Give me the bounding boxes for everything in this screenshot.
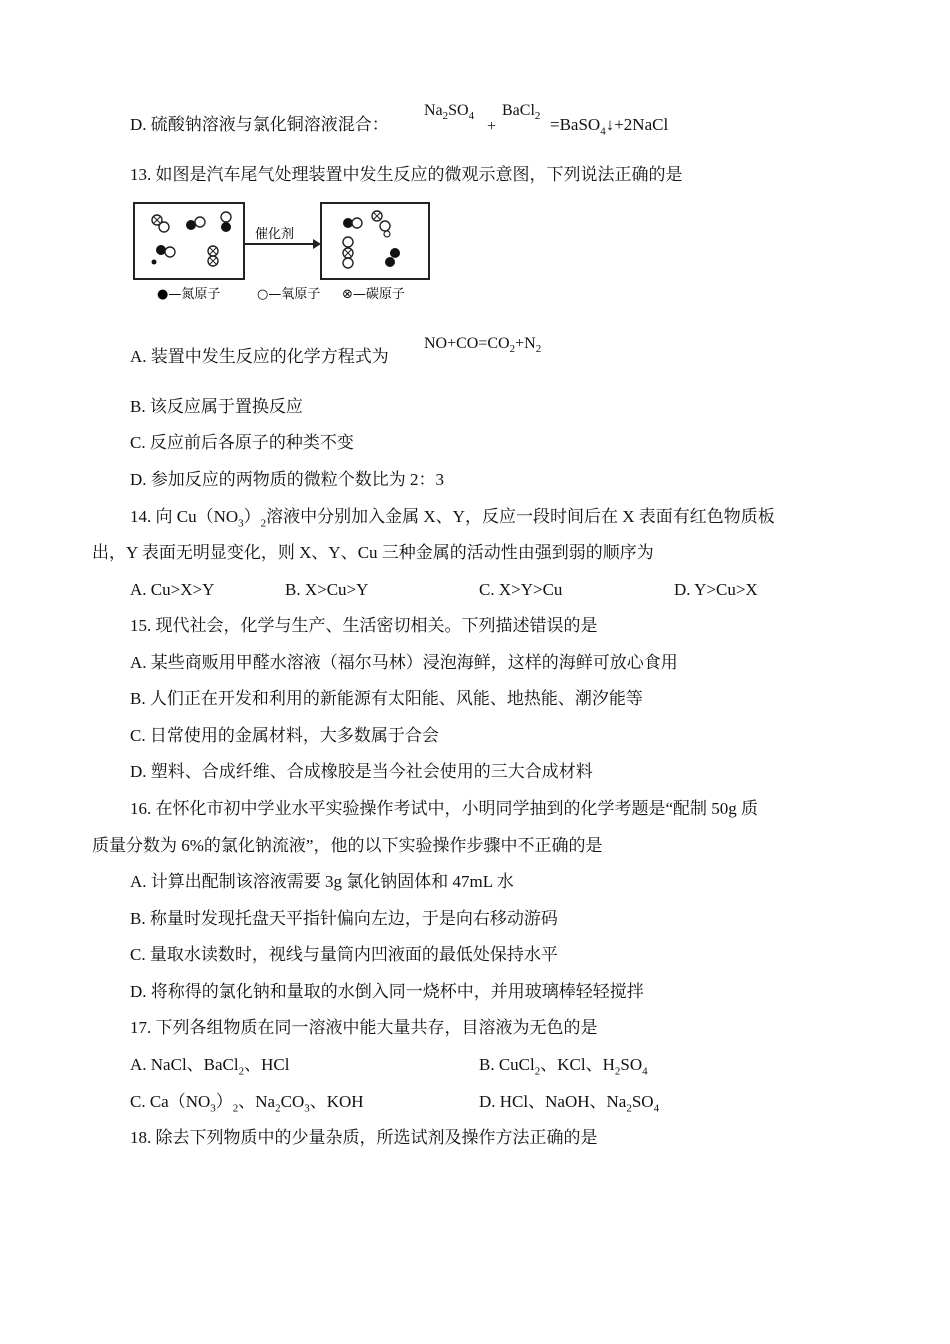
q15-stem: 15. 现代社会，化学与生产、生活密切相关。下列描述错误的是 — [130, 616, 598, 635]
q13-option-c: C. 反应前后各原子的种类不变 — [130, 433, 354, 452]
q14-option-d: D. Y>Cu>X — [674, 580, 758, 599]
q16-stem-line2: 质量分数为 6%的氯化钠流液”，他的以下实验操作步骤中不正确的是 — [92, 836, 603, 855]
q17-stem: 17. 下列各组物质在同一溶液中能大量共存，目溶液为无色的是 — [130, 1018, 598, 1037]
catalyst-label: 催化剂 — [255, 227, 295, 242]
arrow-head-icon — [313, 239, 321, 249]
q14-option-b: B. X>Cu>Y — [285, 580, 369, 599]
q16-option-b: B. 称量时发现托盘天平指针偏向左边，于是向右移动游码 — [130, 909, 558, 928]
legend-carbon: ⊗—碳原子 — [342, 287, 405, 302]
q13-option-a: A. 装置中发生反应的化学方程式为 — [130, 347, 389, 366]
q17-option-c: C. $Ca(NO_3)_2$、$Na_2CO_3$、KOH — [130, 1092, 364, 1115]
q16-option-d: D. 将称得的氯化钠和量取的水倒入同一烧杯中，并用玻璃棒轻轻搅拌 — [130, 982, 644, 1001]
q16-option-c: C. 量取水读数时，视线与量筒内凹液面的最低处保持水平 — [130, 945, 558, 964]
q14-option-a: A. Cu>X>Y — [130, 580, 215, 599]
q18-stem: 18. 除去下列物质中的少量杂质，所选试剂及操作方法正确的是 — [130, 1128, 598, 1147]
q14-stem-line1: 14. 向 $Cu(NO_3)_2$溶液中分别加入金属 X、Y，反应一段时间后在 X 表面有红色物质板 — [130, 507, 775, 530]
q17-option-d: D. HCl、NaOH、$Na_2SO_4$ — [479, 1092, 660, 1115]
q13-option-b: B. 该反应属于置换反应 — [130, 397, 303, 416]
q16-option-a: A. 计算出配制该溶液需要 3g 氯化钠固体和 47mL 水 — [130, 872, 514, 891]
q15-option-a: A. 某些商贩用甲醛水溶液（福尔马林）浸泡海鲜，这样的海鲜可放心食用 — [130, 653, 678, 672]
q14-stem-line2: 出，Y 表面无明显变化，则 X、Y、Cu 三种金属的活动性由强到弱的顺序为 — [92, 543, 654, 562]
q17-option-b: B. CuCl$_2$、KCl、$H_2SO_4$ — [479, 1055, 648, 1078]
q17-option-a: A. NaCl、BaCl$_2$、HCl — [130, 1055, 290, 1078]
q12-equation-bacl: BaCl$_2$ — [502, 102, 541, 123]
q13-option-a-equation: $NO+CO=CO_2+N_2$ — [424, 335, 542, 356]
q12-equation-right: =BaSO$_4$↓+2NaCl — [550, 115, 669, 138]
q15-option-b: B. 人们正在开发和利用的新能源有太阳能、风能、地热能、潮汐能等 — [130, 689, 643, 708]
legend-nitrogen: ●—氮原子 — [157, 287, 221, 302]
q14-option-c: C. X>Y>Cu — [479, 580, 563, 599]
q15-option-d: D. 塑料、合成纤维、合成橡胶是当今社会使用的三大合成材料 — [130, 762, 593, 781]
q12-option-d — [130, 114, 389, 136]
q12-option-d-text: D. 硫酸钠溶液与氯化铜溶液混合： — [130, 115, 389, 134]
q12-equation-left: $Na_2SO_4$ — [424, 102, 475, 123]
q13-option-d: D. 参加反应的两物质的微粒个数比为 2：3 — [130, 470, 445, 489]
q13-reaction-diagram — [133, 200, 433, 310]
q13-stem: 13. 如图是汽车尾气处理装置中发生反应的微观示意图，下列说法正确的是 — [130, 165, 683, 184]
q16-stem-line1: 16. 在怀化市初中学业水平实验操作考试中，小明同学抽到的化学考题是“配制 50g 质 — [130, 799, 759, 818]
legend-oxygen: ○—氧原子 — [257, 287, 321, 302]
q12-equation-plus: + — [487, 118, 497, 135]
q15-option-c: C. 日常使用的金属材料，大多数属于合会 — [130, 726, 439, 745]
